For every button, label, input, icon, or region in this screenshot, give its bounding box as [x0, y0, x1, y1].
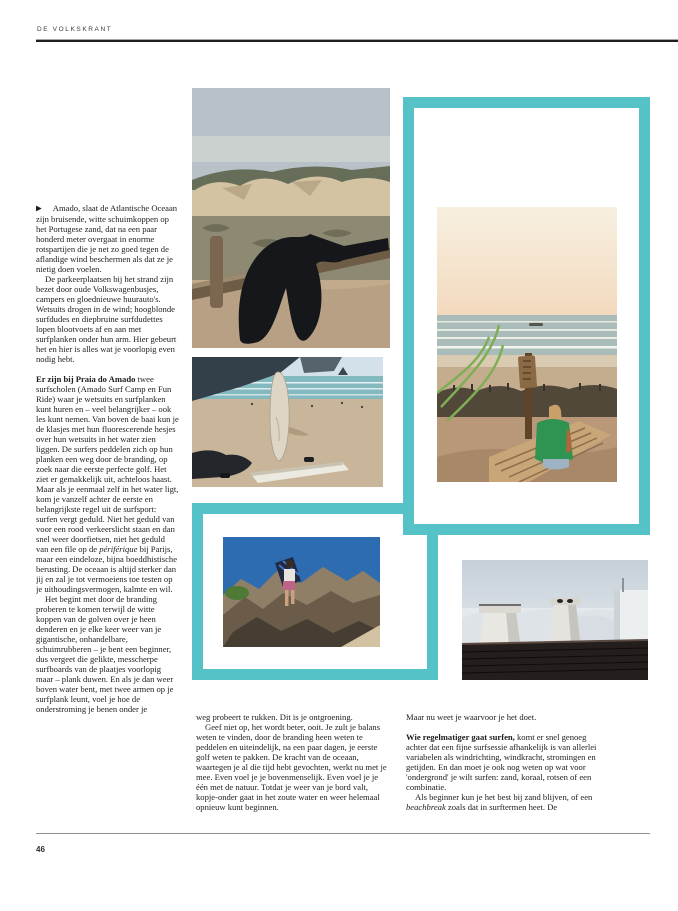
paragraph: ▶ Amado, slaat de Atlantische Oceaan zijn bruisende, witte schuimkoppen op het Portugese zand, dat na een paar honderd meter overgaat in enorme rotspartijen die je net zo goed tegen de aflandige wind beschermen als dat ze je nietig doen voelen.: [36, 203, 178, 274]
paragraph: Het begint met door de branding proberen te komen terwijl de witte koppen van de golven over je heen denderen en je elke keer weer van je gigantische, onhandelbare, schuimrubberen – je bent een beginner, dus vergeet die gelikte, messcherpe surfboards van de plaatjes voorlopig maar – plank duwen. En als je dan weer boven water bent, met twee armen op je surfplank leunt, voel je hoe de onderstroming je benen onder je: [36, 594, 174, 714]
article-column-left: [36, 203, 179, 829]
paragraph: Geef niet op, het wordt beter, ooit. Je zult je balans weten te vinden, door de branding heen weten te peddelen en uiteindelijk, na een paar dagen, je eerste golf weten te pakken. De kracht van de oceaan, waartegen je al die tijd hebt gevochten, werkt nu met je mee. Even voel je je bovenmenselijk. Even voel je je één met de natuur. Totdat je weer van je bord valt, kopje-onder gaat in het zoute water en weer helemaal opnieuw kunt beginnen.: [196, 722, 387, 812]
paragraph: weg probeert te rukken. Dit is je ontgroening.: [196, 712, 353, 722]
arrow-marker: ▶: [36, 203, 42, 213]
paragraph: De parkeerplaatsen bij het strand zijn bezet door oude Volkswagenbusjes, campers en gloednieuwe huurauto's. Wetsuits drogen in de wind; hoogblonde surfdudes en diepbruine surfdudettes lopen blootvoets af en aan met surfplanken onder hun arm. Hier gebeurt het en hier is alles wat je voorlopig even nodig hebt.: [36, 274, 177, 364]
rocks-surfer-photo: [223, 537, 380, 647]
article-column-right: [406, 712, 606, 832]
header-rule: [36, 39, 678, 42]
teal-frame-mid: [192, 503, 438, 680]
italic-term: beachbreak: [406, 802, 446, 812]
article-column-middle: [196, 712, 388, 832]
bold-lead: Er zijn bij Praia do Amado: [36, 374, 136, 384]
paragraph: Wie regelmatiger gaat surfen, komt er snel genoeg achter dat een fijne surfsessie afhankelijk is van allerlei variabelen als windrichting, windkracht, stromingen en getijden. En dan moet je ook nog weten op wat voor 'ondergrond' je wilt surfen: zand, koraal, rotsen of een combinatie.: [406, 732, 597, 792]
sunset-beach-photo: [437, 207, 617, 482]
rooftops-fog-photo: [462, 560, 648, 680]
paragraph: Maar nu weet je waarvoor je het doet.: [406, 712, 537, 722]
page-number: 46: [36, 845, 45, 854]
beach-surfboard-photo: [192, 357, 383, 487]
masthead-title: DE VOLKSKRANT: [37, 26, 113, 33]
paragraph: Er zijn bij Praia do Amado twee surfscholen (Amado Surf Camp en Fun Ride) waar je wetsuits en surfplanken kunt huren en – veel belangrijker – ook les kunt nemen. Van boven de baai kun je de klasjes met hun fluorescerende hesjes over hun wetsuits in het water zien liggen. De surfers peddelen zich op hun planken een weg door de branding, op zoek naar die eerste perfecte golf. Het ziet er gemakkelijk uit, achteloos haast. Maar als je eenmaal zelf in het water ligt, kom je vanzelf achter de eerste en belangrijkste regel uit de surfsport: surfen vergt geduld. Niet het geduld van voor een rood verkeerslicht staan en dan snel weer doorfietsen, niet het geduld van een file op de périférique bij Parijs, maar een eindeloze, bijna boeddhistische berusting. De oceaan is altijd sterker dan jij en zal je tot vermoeiens toe testen op je uithoudingsvermogen, kalmte en wil.: [36, 374, 179, 594]
bold-lead: Wie regelmatiger gaat surfen,: [406, 732, 515, 742]
paragraph: Als beginner kun je het best bij zand blijven, of een beachbreak zoals dat in surftermen heet. De: [406, 792, 593, 812]
italic-term: périférique: [99, 544, 138, 554]
teal-frame-big: [403, 97, 650, 535]
footer-rule: [36, 833, 650, 834]
dunes-wetsuit-photo: [192, 88, 390, 348]
